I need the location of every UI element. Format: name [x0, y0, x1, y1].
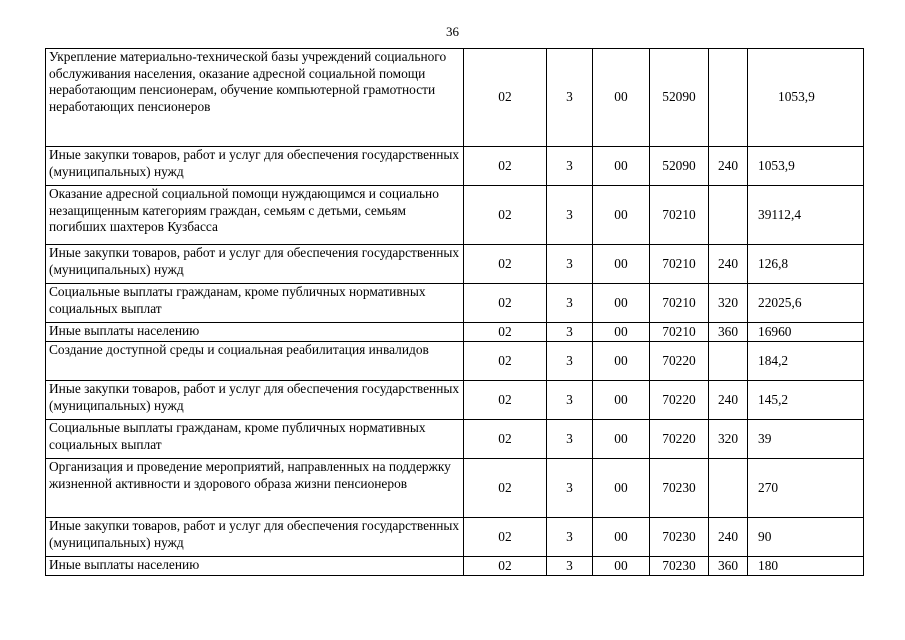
- section-code: 02: [464, 49, 547, 147]
- direction-code: 70230: [650, 459, 709, 518]
- table-row: [46, 459, 864, 518]
- row-name: Иные закупки товаров, работ и услуг для обеспечения государственных (муниципальных) нужд: [46, 381, 464, 420]
- row-name: Оказание адресной социальной помощи нуждающимся и социально незащищенным категориям граждан, семьям с детьми, семьям погибших шахтеров Кузбасса: [46, 186, 464, 245]
- expense-type: 360: [709, 323, 748, 342]
- section-code: 02: [464, 284, 547, 323]
- program-code: 00: [593, 420, 650, 459]
- subsection-code: 3: [547, 245, 593, 284]
- expense-type: 360: [709, 557, 748, 576]
- row-name: Иные закупки товаров, работ и услуг для обеспечения государственных (муниципальных) нужд: [46, 518, 464, 557]
- row-name: Иные закупки товаров, работ и услуг для обеспечения государственных (муниципальных) нужд: [46, 245, 464, 284]
- expense-type: 320: [709, 284, 748, 323]
- amount: 39112,4: [748, 186, 864, 245]
- expense-type: [709, 186, 748, 245]
- table-row: [46, 420, 864, 459]
- direction-code: 70230: [650, 518, 709, 557]
- subsection-code: 3: [547, 323, 593, 342]
- section-code: 02: [464, 147, 547, 186]
- expense-type: [709, 459, 748, 518]
- subsection-code: 3: [547, 49, 593, 147]
- expense-type: 240: [709, 518, 748, 557]
- budget-table: [45, 48, 864, 576]
- table-row: [46, 186, 864, 245]
- program-code: 00: [593, 147, 650, 186]
- row-name: Организация и проведение мероприятий, направленных на поддержку жизненной активности и здорового образа жизни пенсионеров: [46, 459, 464, 518]
- table-row: [46, 245, 864, 284]
- program-code: 00: [593, 284, 650, 323]
- section-code: 02: [464, 459, 547, 518]
- direction-code: 70210: [650, 284, 709, 323]
- table-row: [46, 323, 864, 342]
- amount: 39: [748, 420, 864, 459]
- amount: 1053,9: [748, 147, 864, 186]
- subsection-code: 3: [547, 557, 593, 576]
- table-row: [46, 381, 864, 420]
- table-row: [46, 557, 864, 576]
- row-name: Иные закупки товаров, работ и услуг для обеспечения государственных (муниципальных) нужд: [46, 147, 464, 186]
- subsection-code: 3: [547, 284, 593, 323]
- expense-type: [709, 342, 748, 381]
- amount: 16960: [748, 323, 864, 342]
- section-code: 02: [464, 518, 547, 557]
- expense-type: 240: [709, 147, 748, 186]
- table-row: [46, 342, 864, 381]
- section-code: 02: [464, 323, 547, 342]
- table-row: [46, 518, 864, 557]
- subsection-code: 3: [547, 420, 593, 459]
- amount: 90: [748, 518, 864, 557]
- row-name: Создание доступной среды и социальная реабилитация инвалидов: [46, 342, 464, 381]
- amount: 22025,6: [748, 284, 864, 323]
- direction-code: 70210: [650, 245, 709, 284]
- amount: 270: [748, 459, 864, 518]
- direction-code: 70220: [650, 342, 709, 381]
- direction-code: 70210: [650, 323, 709, 342]
- table-row: [46, 49, 864, 147]
- program-code: 00: [593, 342, 650, 381]
- program-code: 00: [593, 557, 650, 576]
- row-name: Укрепление материально-технической базы учреждений социального обслуживания населения, оказание адресной социальной помощи неработающим пенсионерам, обучение компьютерной грамотности неработающих пенсионеров: [46, 49, 464, 147]
- table-row: [46, 284, 864, 323]
- row-name: Социальные выплаты гражданам, кроме публичных нормативных социальных выплат: [46, 420, 464, 459]
- direction-code: 70220: [650, 420, 709, 459]
- section-code: 02: [464, 557, 547, 576]
- expense-type: 240: [709, 245, 748, 284]
- amount: 1053,9: [748, 49, 864, 147]
- section-code: 02: [464, 420, 547, 459]
- direction-code: 70230: [650, 557, 709, 576]
- section-code: 02: [464, 245, 547, 284]
- program-code: 00: [593, 49, 650, 147]
- expense-type: [709, 49, 748, 147]
- subsection-code: 3: [547, 518, 593, 557]
- section-code: 02: [464, 186, 547, 245]
- amount: 184,2: [748, 342, 864, 381]
- table-row: [46, 147, 864, 186]
- expense-type: 320: [709, 420, 748, 459]
- row-name: Социальные выплаты гражданам, кроме публичных нормативных социальных выплат: [46, 284, 464, 323]
- amount: 126,8: [748, 245, 864, 284]
- program-code: 00: [593, 323, 650, 342]
- amount: 180: [748, 557, 864, 576]
- subsection-code: 3: [547, 381, 593, 420]
- section-code: 02: [464, 342, 547, 381]
- amount: 145,2: [748, 381, 864, 420]
- page-number: 36: [446, 24, 459, 39]
- row-name: Иные выплаты населению: [46, 323, 464, 342]
- subsection-code: 3: [547, 342, 593, 381]
- program-code: 00: [593, 381, 650, 420]
- direction-code: 52090: [650, 147, 709, 186]
- expense-type: 240: [709, 381, 748, 420]
- direction-code: 70210: [650, 186, 709, 245]
- program-code: 00: [593, 245, 650, 284]
- section-code: 02: [464, 381, 547, 420]
- program-code: 00: [593, 186, 650, 245]
- subsection-code: 3: [547, 186, 593, 245]
- row-name: Иные выплаты населению: [46, 557, 464, 576]
- direction-code: 70220: [650, 381, 709, 420]
- program-code: 00: [593, 518, 650, 557]
- direction-code: 52090: [650, 49, 709, 147]
- subsection-code: 3: [547, 459, 593, 518]
- program-code: 00: [593, 459, 650, 518]
- subsection-code: 3: [547, 147, 593, 186]
